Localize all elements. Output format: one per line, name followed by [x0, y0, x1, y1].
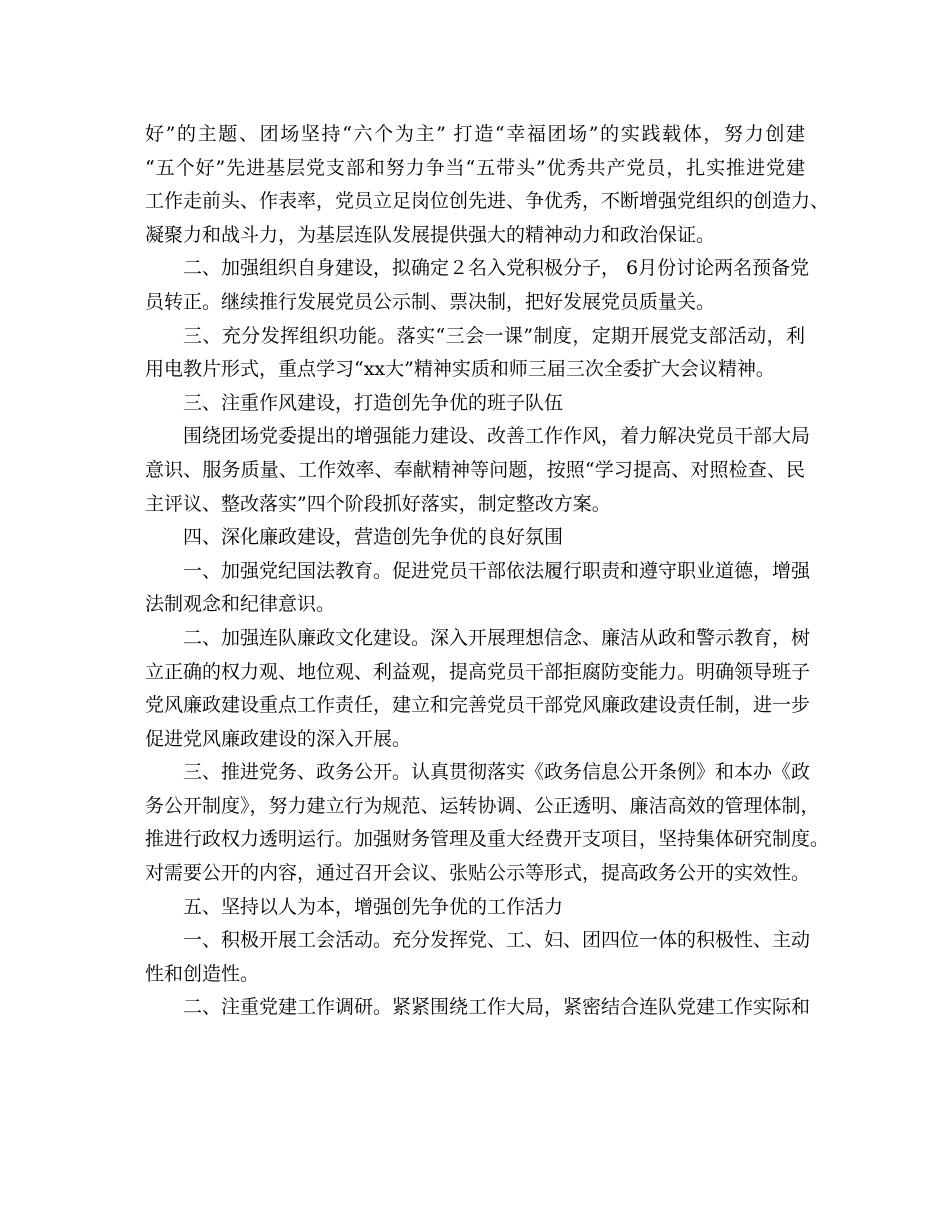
- paragraph: [145, 420, 811, 521]
- text-line: 工作走前头、作表率，党员立足岗位创先进、争优秀，不断增强党组织的创造力、: [145, 190, 830, 213]
- text-line: 推进行政权力透明运行。加强财务管理及重大经费开支项目，坚持集体研究制度。: [145, 828, 830, 851]
- text-line: 一、积极开展工会活动。充分发挥党、工、妇、团四位一体的积极性、主动: [183, 929, 811, 952]
- text-line: 三、充分发挥组织功能。落实“三会一课”制度，定期开展党支部活动，利: [183, 324, 805, 347]
- text-line: 三、推进党务、政务公开。认真贯彻落实《政务信息公开条例》和本办《政: [183, 761, 811, 784]
- paragraph: [145, 891, 805, 925]
- document-page: [145, 118, 830, 1025]
- text-line: 二、加强组织自身建设，拟确定２名入党积极分子， 6月份讨论两名预备党: [183, 257, 810, 280]
- text-line: “五个好”先进基层党支部和努力争当“五带头”优秀共产党员，扎实推进党建: [145, 156, 805, 179]
- text-line: 二、加强连队廉政文化建设。深入开展理想信念、廉洁从政和警示教育，树: [183, 626, 811, 649]
- text-line: 法制观念和纪律意识。: [145, 593, 336, 616]
- document-body: [145, 118, 830, 1025]
- text-line: 二、注重党建工作调研。紧紧围绕工作大局，紧密结合连队党建工作实际和: [183, 996, 811, 1019]
- text-line: 四、深化廉政建设，营造创先争优的良好氛围: [183, 526, 564, 549]
- paragraph: [145, 320, 805, 387]
- text-line: 性和创造性。: [145, 962, 260, 985]
- text-line: 凝聚力和战斗力，为基层连队发展提供强大的精神动力和政治保证。: [145, 223, 716, 246]
- text-line: 促进党风廉政建设的深入开展。: [145, 727, 412, 750]
- text-line: 党风廉政建设重点工作责任，建立和完善党员干部党风廉政建设责任制，进一步: [145, 694, 811, 717]
- paragraph: [145, 555, 811, 622]
- paragraph: [145, 252, 810, 319]
- text-line: 员转正。继续推行发展党员公示制、票决制，把好发展党员质量关。: [145, 290, 716, 313]
- text-line: 意识、服务质量、工作效率、奉献精神等问题，按照“学习提高、对照检查、民: [145, 458, 805, 481]
- text-line: 围绕团场党委提出的增强能力建设、改善工作作风，着力解决党员干部大局: [183, 425, 811, 448]
- text-line: 用电教片形式，重点学习“xx大”精神实质和师三届三次全委扩大会议精神。: [145, 358, 775, 381]
- paragraph: [145, 622, 811, 756]
- paragraph: [145, 924, 811, 991]
- text-line: 一、加强党纪国法教育。促进党员干部依法履行职责和遵守职业道德，增强: [183, 559, 811, 582]
- paragraph: [145, 756, 830, 890]
- text-line: 三、注重作风建设，打造创先争优的班子队伍: [183, 391, 564, 414]
- paragraph: [145, 387, 805, 421]
- text-line: 对需要公开的内容，通过召开会议、张贴公示等形式，提高政务公开的实效性。: [145, 862, 811, 885]
- paragraph: [145, 991, 811, 1025]
- paragraph: [145, 521, 805, 555]
- text-line: 五、坚持以人为本，增强创先争优的工作活力: [183, 895, 564, 918]
- text-line: 务公开制度》，努力建立行为规范、运转协调、公正透明、廉洁高效的管理体制，: [145, 794, 820, 817]
- text-line: 立正确的权力观、地位观、利益观，提高党员干部拒腐防变能力。明确领导班子: [145, 660, 811, 683]
- text-line: 主评议、整改落实”四个阶段抓好落实，制定整改方案。: [145, 492, 611, 515]
- text-line: 好”的主题、团场坚持“六个为主” 打造“幸福团场”的实践载体，努力创建: [145, 123, 805, 145]
- paragraph: [145, 118, 830, 252]
